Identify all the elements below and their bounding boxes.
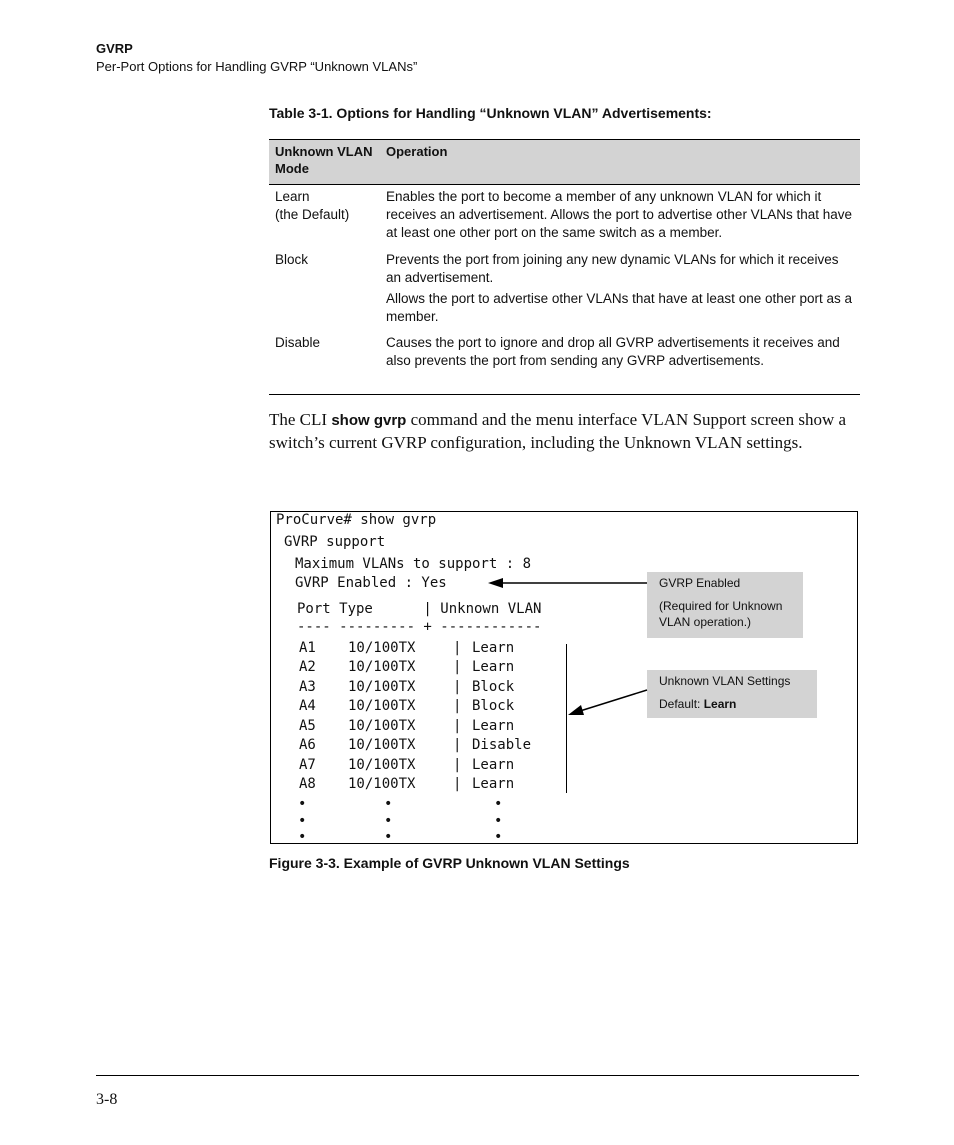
operation-text: Causes the port to ignore and drop all GVRP advertisements it receives and also prevents the port from sending any GVRP advertisements. (386, 335, 840, 368)
mode-name: Disable (275, 335, 321, 350)
table-title: Table 3-1. Options for Handling “Unknown VLAN” Advertisements: (269, 105, 712, 121)
cli-port-row: A8 10/100TX | Learn (299, 776, 515, 792)
paragraph-text: command and the menu interface VLAN Support screen show a switch’s current GVRP configuration, including the Unknown VLAN settings. (269, 410, 847, 452)
paragraph-text: The CLI (269, 410, 332, 429)
cli-port-row: A3 10/100TX | Block (299, 679, 515, 695)
command-name: show gvrp (331, 412, 407, 429)
ellipsis-dot: • (384, 829, 393, 845)
operation-text: Allows the port to advertise other VLANs that have at least one other port as a member. (386, 291, 853, 324)
cli-port-row: A5 10/100TX | Learn (299, 718, 515, 734)
section-subtitle: Per-Port Options for Handling GVRP “Unknown VLANs” (96, 59, 418, 74)
figure-caption: Figure 3-3. Example of GVRP Unknown VLAN Settings (269, 855, 630, 871)
callout-title: GVRP Enabled (659, 576, 741, 590)
ellipsis-dot: • (298, 796, 307, 812)
arrow-line-settings (580, 690, 647, 711)
ellipsis-dot: • (384, 813, 393, 829)
cli-port-row: A7 10/100TX | Learn (299, 757, 515, 773)
column-header-operation: Operation (386, 144, 448, 159)
ellipsis-dot: • (494, 813, 503, 829)
cli-port-row: A2 10/100TX | Learn (299, 659, 515, 675)
cli-max-vlans: Maximum VLANs to support : 8 (295, 556, 532, 572)
cli-port-row: A1 10/100TX | Learn (299, 640, 515, 656)
page-number: 3-8 (96, 1091, 118, 1108)
ellipsis-dot: • (494, 796, 503, 812)
footer-rule (96, 1075, 859, 1076)
cli-divider: ---- --------- + ------------ (297, 619, 542, 635)
mode-name: Block (275, 252, 309, 267)
column-header-mode-line2: Mode (275, 161, 309, 176)
cli-gvrp-support: GVRP support (284, 534, 386, 550)
ellipsis-dot: • (298, 829, 307, 845)
cli-port-row: A4 10/100TX | Block (299, 698, 515, 714)
arrowhead-icon (488, 578, 503, 588)
mode-name: Learn (275, 189, 310, 204)
mode-note: (the Default) (275, 207, 350, 222)
cli-gvrp-enabled: GVRP Enabled : Yes (295, 575, 447, 591)
callout-note: (Required for Unknown (659, 599, 783, 613)
cli-prompt: ProCurve# show gvrp (276, 512, 437, 528)
column-header-mode-line1: Unknown VLAN (275, 144, 373, 159)
cli-column-header: Port Type | Unknown VLAN (297, 601, 542, 617)
section-heading: GVRP (96, 41, 133, 56)
operation-text: Enables the port to become a member of any unknown VLAN for which it receives an advertisement. Allows the port to advertise other VLANs that have at least one other port on the same switch as a member. (386, 189, 852, 240)
callout-default: Default: Learn (659, 697, 737, 711)
callout-title: Unknown VLAN Settings (659, 674, 791, 688)
operation-text: Prevents the port from joining any new dynamic VLANs for which it receives an advertisement. (386, 252, 839, 285)
cli-port-row: A6 10/100TX | Disable (299, 737, 532, 753)
callout-note: VLAN operation.) (659, 615, 752, 629)
ellipsis-dot: • (384, 796, 393, 812)
ellipsis-dot: • (298, 813, 307, 829)
arrowhead-icon (568, 705, 584, 715)
ellipsis-dot: • (494, 829, 503, 845)
